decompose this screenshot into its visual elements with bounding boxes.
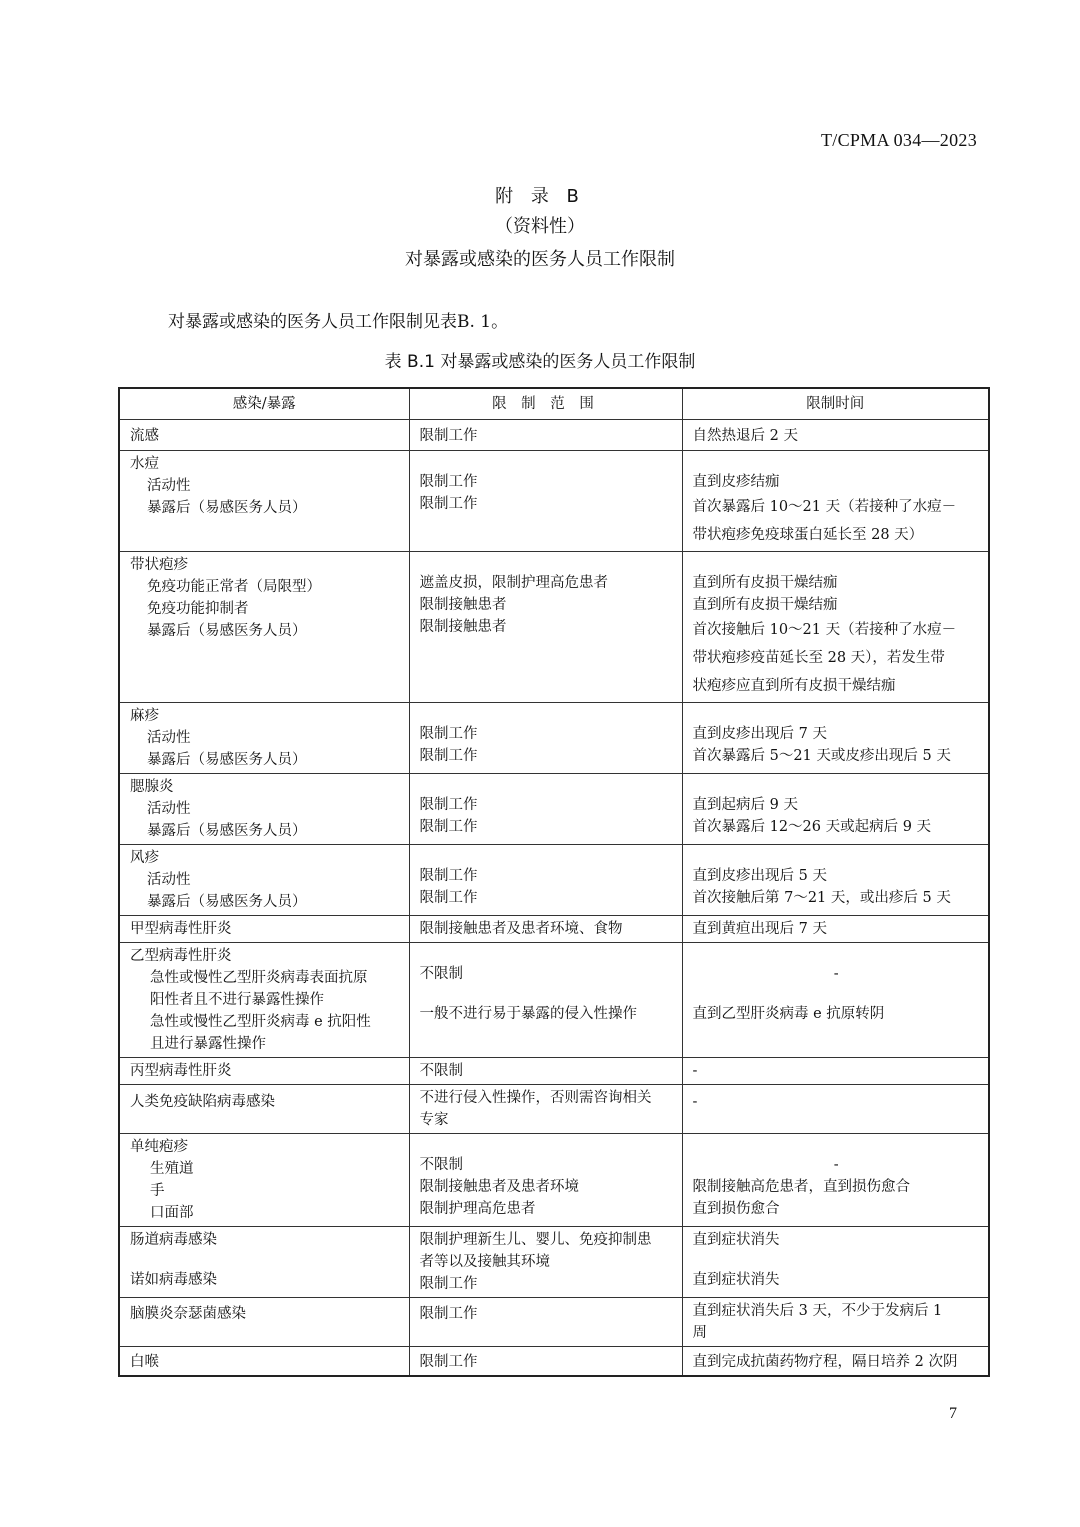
restriction-scope: 限制护理新生儿、婴儿、免疫抑制患 xyxy=(419,1232,652,1248)
appendix-subject: 对暴露或感染的医务人员工作限制 xyxy=(405,249,675,270)
restriction-duration: 直到症状消失 xyxy=(692,1272,780,1288)
table-header-row xyxy=(119,388,989,420)
restriction-scope: 限制工作 xyxy=(419,1306,478,1322)
row-label: 麻疹 xyxy=(130,708,159,724)
restriction-scope: 限制工作 xyxy=(419,890,478,906)
restriction-scope: 限制工作 xyxy=(419,726,478,742)
restriction-duration: 直到皮疹出现后 5 天 xyxy=(692,868,827,884)
table-row xyxy=(119,774,989,845)
restriction-scope: 限制接触患者及患者环境 xyxy=(419,1179,579,1195)
sub-item: 暴露后（易感医务人员） xyxy=(147,752,307,768)
appendix-nature: （资料性） xyxy=(495,216,585,237)
restriction-duration: 限制接触高危患者，直到损伤愈合 xyxy=(692,1179,910,1195)
sub-item: 口面部 xyxy=(150,1205,194,1221)
row-label: 单纯疱疹 xyxy=(130,1139,188,1155)
row-label: 水痘 xyxy=(130,456,159,472)
sub-item: 免疫功能抑制者 xyxy=(147,601,249,617)
restriction-scope: 限制接触患者 xyxy=(419,597,507,613)
row-label: 脑膜炎奈瑟菌感染 xyxy=(130,1306,246,1322)
sub-item: 活动性 xyxy=(147,872,191,888)
sub-item: 生殖道 xyxy=(150,1161,194,1177)
page-number: 7 xyxy=(949,1405,957,1422)
sub-item: 活动性 xyxy=(147,730,191,746)
restriction-duration: 带状疱疹免疫球蛋白延长至 28 天） xyxy=(692,527,924,543)
table-row xyxy=(119,1085,989,1134)
restriction-scope: 限制工作 xyxy=(419,428,478,444)
sub-item: 暴露后（易感医务人员） xyxy=(147,823,307,839)
intro-paragraph: 对暴露或感染的医务人员工作限制见表B. 1。 xyxy=(168,312,509,332)
row-label: 诺如病毒感染 xyxy=(130,1272,217,1288)
sub-item: 免疫功能正常者（局限型） xyxy=(147,579,321,595)
restriction-duration: 直到皮疹出现后 7 天 xyxy=(692,726,827,742)
restriction-scope: 限制工作 xyxy=(419,1276,478,1292)
restriction-duration: 直到症状消失后 3 天，不少于发病后 1 xyxy=(692,1303,943,1319)
restriction-duration: 周 xyxy=(692,1325,707,1341)
sub-item: 活动性 xyxy=(147,801,191,817)
row-label: 流感 xyxy=(130,428,159,444)
restriction-scope: 者等以及接触其环境 xyxy=(419,1254,550,1270)
row-label: 乙型病毒性肝炎 xyxy=(130,948,232,964)
restriction-scope: 不限制 xyxy=(419,1157,463,1173)
restriction-duration: 直到乙型肝炎病毒 e 抗原转阴 xyxy=(692,1006,885,1022)
row-label: 甲型病毒性肝炎 xyxy=(130,921,232,937)
table-row xyxy=(119,420,989,451)
restriction-duration: 带状疱疹疫苗延长至 28 天），若发生带 xyxy=(692,650,945,666)
row-label: 腮腺炎 xyxy=(130,779,174,795)
restriction-scope: 不进行侵入性操作，否则需咨询相关 xyxy=(419,1090,652,1106)
row-label: 人类免疫缺陷病毒感染 xyxy=(130,1094,275,1110)
restriction-duration: 状疱疹应直到所有皮损干燥结痂 xyxy=(692,678,896,694)
row-label: 风疹 xyxy=(130,850,159,866)
restriction-duration: 首次接触后 10～21 天（若接种了水痘－ xyxy=(692,622,957,638)
restriction-scope: 限制工作 xyxy=(419,797,478,813)
restriction-scope: 遮盖皮损，限制护理高危患者 xyxy=(419,575,608,591)
restriction-duration: 直到黄疸出现后 7 天 xyxy=(692,921,827,937)
table-row xyxy=(119,703,989,774)
sub-item: 暴露后（易感医务人员） xyxy=(147,623,307,639)
restriction-duration: 直到所有皮损干燥结痂 xyxy=(692,575,838,591)
restriction-duration: - xyxy=(692,1063,698,1079)
restriction-scope: 不限制 xyxy=(419,966,463,982)
restriction-scope: 专家 xyxy=(419,1112,449,1128)
row-label: 丙型病毒性肝炎 xyxy=(130,1063,232,1079)
restriction-duration: 直到所有皮损干燥结痂 xyxy=(692,597,838,613)
restriction-duration: 直到起病后 9 天 xyxy=(692,797,798,813)
row-label: 带状疱疹 xyxy=(130,557,188,573)
restriction-duration: 直到皮疹结痂 xyxy=(692,474,780,490)
table-row xyxy=(119,1298,989,1347)
restriction-scope: 限制工作 xyxy=(419,868,478,884)
table-row xyxy=(119,916,989,943)
table-row xyxy=(119,1227,989,1298)
restriction-duration: 首次暴露后 12～26 天或起病后 9 天 xyxy=(692,819,932,835)
restriction-scope: 一般不进行易于暴露的侵入性操作 xyxy=(419,1006,637,1022)
sub-item: 阳性者且不进行暴露性操作 xyxy=(150,992,324,1008)
restriction-duration: - xyxy=(833,1157,839,1173)
restriction-duration: 首次暴露后 10～21 天（若接种了水痘－ xyxy=(692,499,957,515)
table-caption: 表 B.1 对暴露或感染的医务人员工作限制 xyxy=(384,352,696,372)
column-header-infection: 感染/暴露 xyxy=(119,388,409,420)
table-row xyxy=(119,552,989,703)
standard-code: T/CPMA 034—2023 xyxy=(820,130,977,150)
sub-item: 暴露后（易感医务人员） xyxy=(147,500,307,516)
column-header-scope: 限 制 范 围 xyxy=(409,388,682,420)
restriction-scope: 限制接触患者及患者环境、食物 xyxy=(419,921,623,937)
table-row xyxy=(119,451,989,552)
restriction-scope: 限制护理高危患者 xyxy=(419,1201,536,1217)
sub-item: 急性或慢性乙型肝炎病毒 e 抗阳性 xyxy=(150,1014,371,1030)
restriction-scope: 限制接触患者 xyxy=(419,619,507,635)
sub-item: 手 xyxy=(150,1183,165,1199)
row-label: 白喉 xyxy=(130,1354,159,1370)
table-row xyxy=(119,845,989,916)
appendix-title: 附 录 B xyxy=(495,186,585,207)
restriction-scope: 限制工作 xyxy=(419,819,478,835)
sub-item: 活动性 xyxy=(147,478,191,494)
table-row xyxy=(119,943,989,1058)
restriction-duration: 首次暴露后 5～21 天或皮疹出现后 5 天 xyxy=(692,748,951,764)
restriction-scope: 限制工作 xyxy=(419,474,478,490)
restriction-duration: 直到损伤愈合 xyxy=(692,1201,780,1217)
restriction-scope: 限制工作 xyxy=(419,1354,478,1370)
restriction-duration: 首次接触后第 7～21 天，或出疹后 5 天 xyxy=(692,890,951,906)
row-label: 肠道病毒感染 xyxy=(130,1232,217,1248)
restriction-duration: 直到完成抗菌药物疗程，隔日培养 2 次阴 xyxy=(692,1354,958,1370)
sub-item: 急性或慢性乙型肝炎病毒表面抗原 xyxy=(150,970,368,986)
table-row xyxy=(119,1347,989,1377)
restriction-duration: - xyxy=(833,966,839,982)
work-restriction-table xyxy=(118,387,990,1377)
restriction-duration: - xyxy=(692,1094,698,1110)
sub-item: 且进行暴露性操作 xyxy=(150,1036,266,1052)
restriction-scope: 限制工作 xyxy=(419,748,478,764)
restriction-scope: 不限制 xyxy=(419,1063,463,1079)
restriction-duration: 直到症状消失 xyxy=(692,1232,780,1248)
restriction-scope: 限制工作 xyxy=(419,496,478,512)
column-header-duration: 限制时间 xyxy=(682,388,989,420)
sub-item: 暴露后（易感医务人员） xyxy=(147,894,307,910)
restriction-duration: 自然热退后 2 天 xyxy=(692,428,798,444)
table-row xyxy=(119,1134,989,1227)
table-row xyxy=(119,1058,989,1085)
